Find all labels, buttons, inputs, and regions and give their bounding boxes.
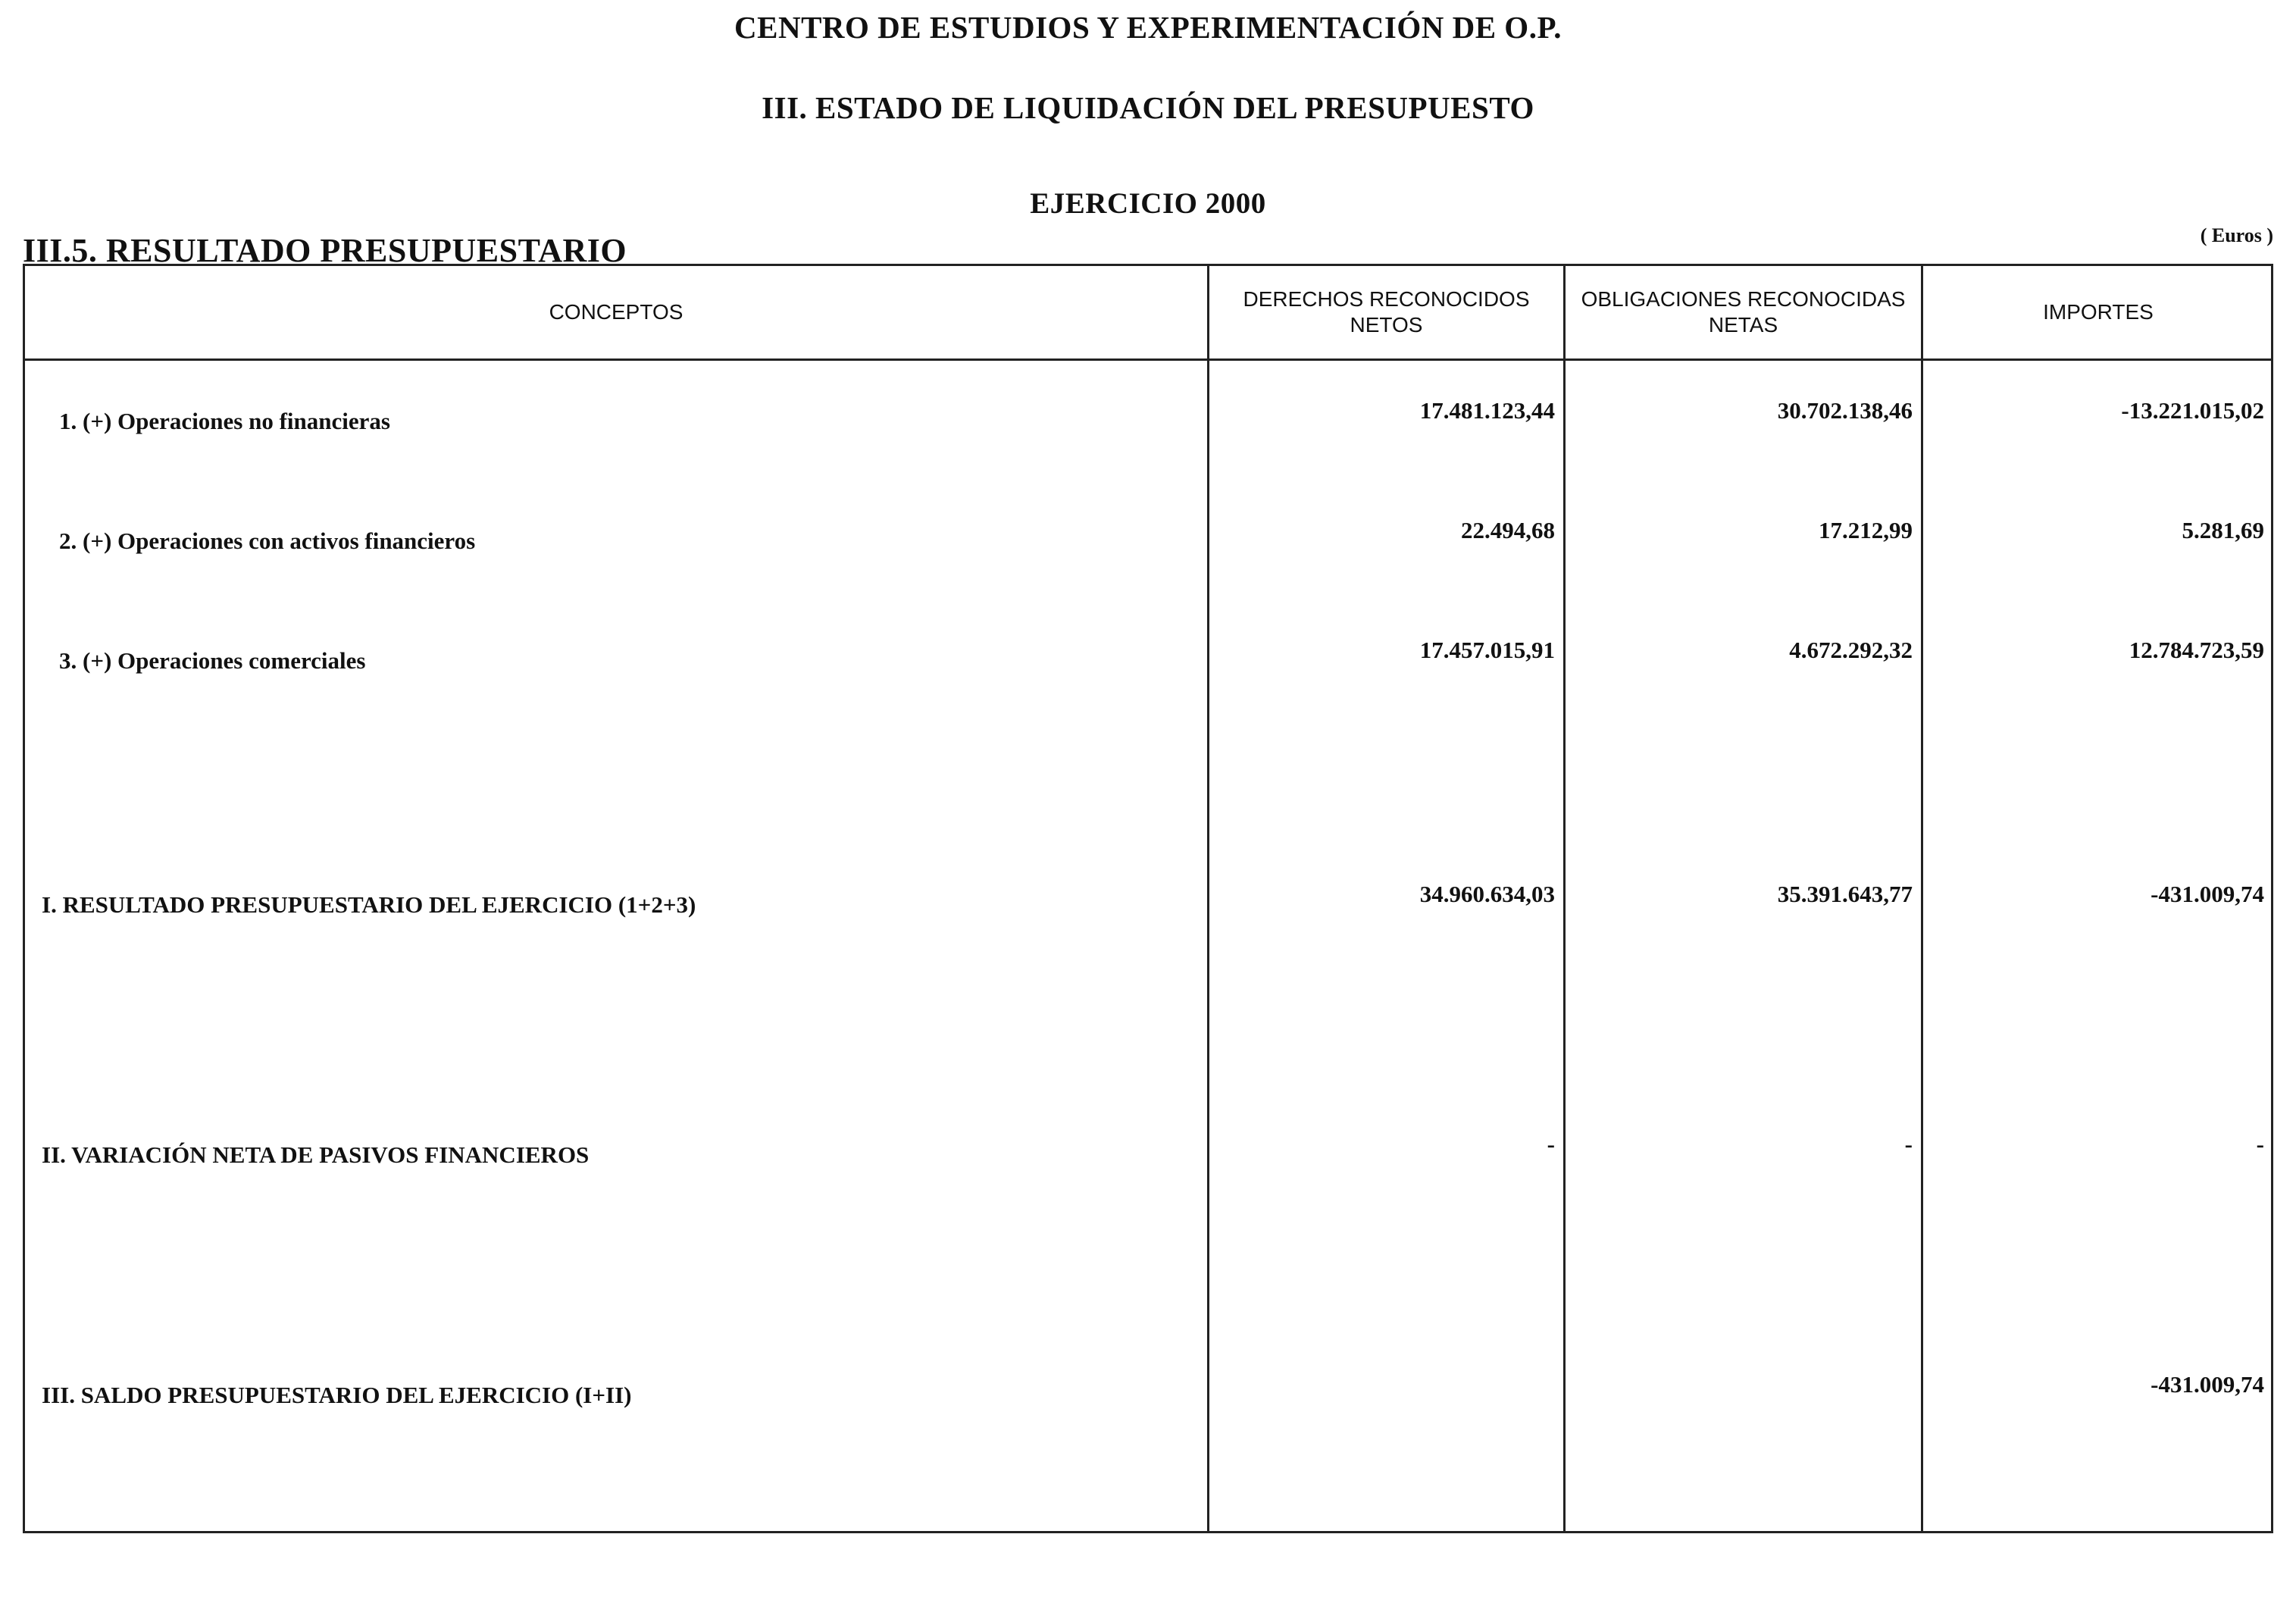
row-concept: 1. (+) Operaciones no financieras (59, 408, 390, 434)
header-divider (25, 358, 2271, 361)
column-header-importes: IMPORTES (2043, 300, 2154, 324)
row-obligaciones: 17.212,99 (1819, 517, 1913, 543)
column-header-derechos (1209, 266, 1563, 358)
row-importes: 5.281,69 (2182, 517, 2264, 543)
row-obligaciones: 35.391.643,77 (1777, 881, 1913, 907)
row-obligaciones: - (1904, 1131, 1913, 1157)
table-row-total (25, 881, 2271, 929)
row-concept: II. VARIACIÓN NETA DE PASIVOS FINANCIEROS (42, 1141, 590, 1168)
row-derechos: 34.960.634,03 (1419, 881, 1555, 907)
table-row-total (25, 1131, 2271, 1179)
row-derechos: 22.494,68 (1461, 517, 1555, 543)
table-row (25, 517, 2271, 565)
row-derechos: - (1547, 1131, 1555, 1157)
row-derechos: 17.481.123,44 (1419, 397, 1555, 424)
row-concept: 2. (+) Operaciones con activos financieros (59, 528, 476, 554)
row-importes: -431.009,74 (2151, 1371, 2264, 1398)
column-header-obligaciones (1566, 266, 1921, 358)
row-importes: -431.009,74 (2151, 881, 2264, 907)
currency-units: ( Euros ) (2200, 224, 2273, 246)
table-row (25, 397, 2271, 446)
table-row (25, 637, 2271, 685)
row-importes: -13.221.015,02 (2121, 397, 2264, 424)
row-concept: 3. (+) Operaciones comerciales (59, 647, 366, 674)
row-importes: - (2256, 1131, 2264, 1157)
row-concept: I. RESULTADO PRESUPUESTARIO DEL EJERCICIO (1+2+3) (42, 891, 696, 918)
row-obligaciones: 30.702.138,46 (1777, 397, 1913, 424)
row-derechos: 17.457.015,91 (1419, 637, 1555, 663)
row-concept: III. SALDO PRESUPUESTARIO DEL EJERCICIO (I+II) (42, 1382, 632, 1408)
section-title: III.5. RESULTADO PRESUPUESTARIO (23, 232, 627, 269)
fiscal-year-title: EJERCICIO 2000 (1030, 187, 1266, 220)
row-obligaciones: 4.672.292,32 (1789, 637, 1913, 663)
row-importes: 12.784.723,59 (2129, 637, 2264, 663)
column-header-conceptos: CONCEPTOS (549, 300, 683, 324)
column-header-derechos-label: DERECHOS RECONOCIDOS NETOS (1243, 287, 1530, 337)
statement-title: III. ESTADO DE LIQUIDACIÓN DEL PRESUPUESTO (762, 90, 1534, 125)
institution-title: CENTRO DE ESTUDIOS Y EXPERIMENTACIÓN DE O.P. (734, 10, 1562, 45)
column-header-obligaciones-label: OBLIGACIONES RECONOCIDAS NETAS (1581, 287, 1906, 337)
budget-result-table (23, 264, 2273, 1533)
table-row-total (25, 1371, 2271, 1420)
